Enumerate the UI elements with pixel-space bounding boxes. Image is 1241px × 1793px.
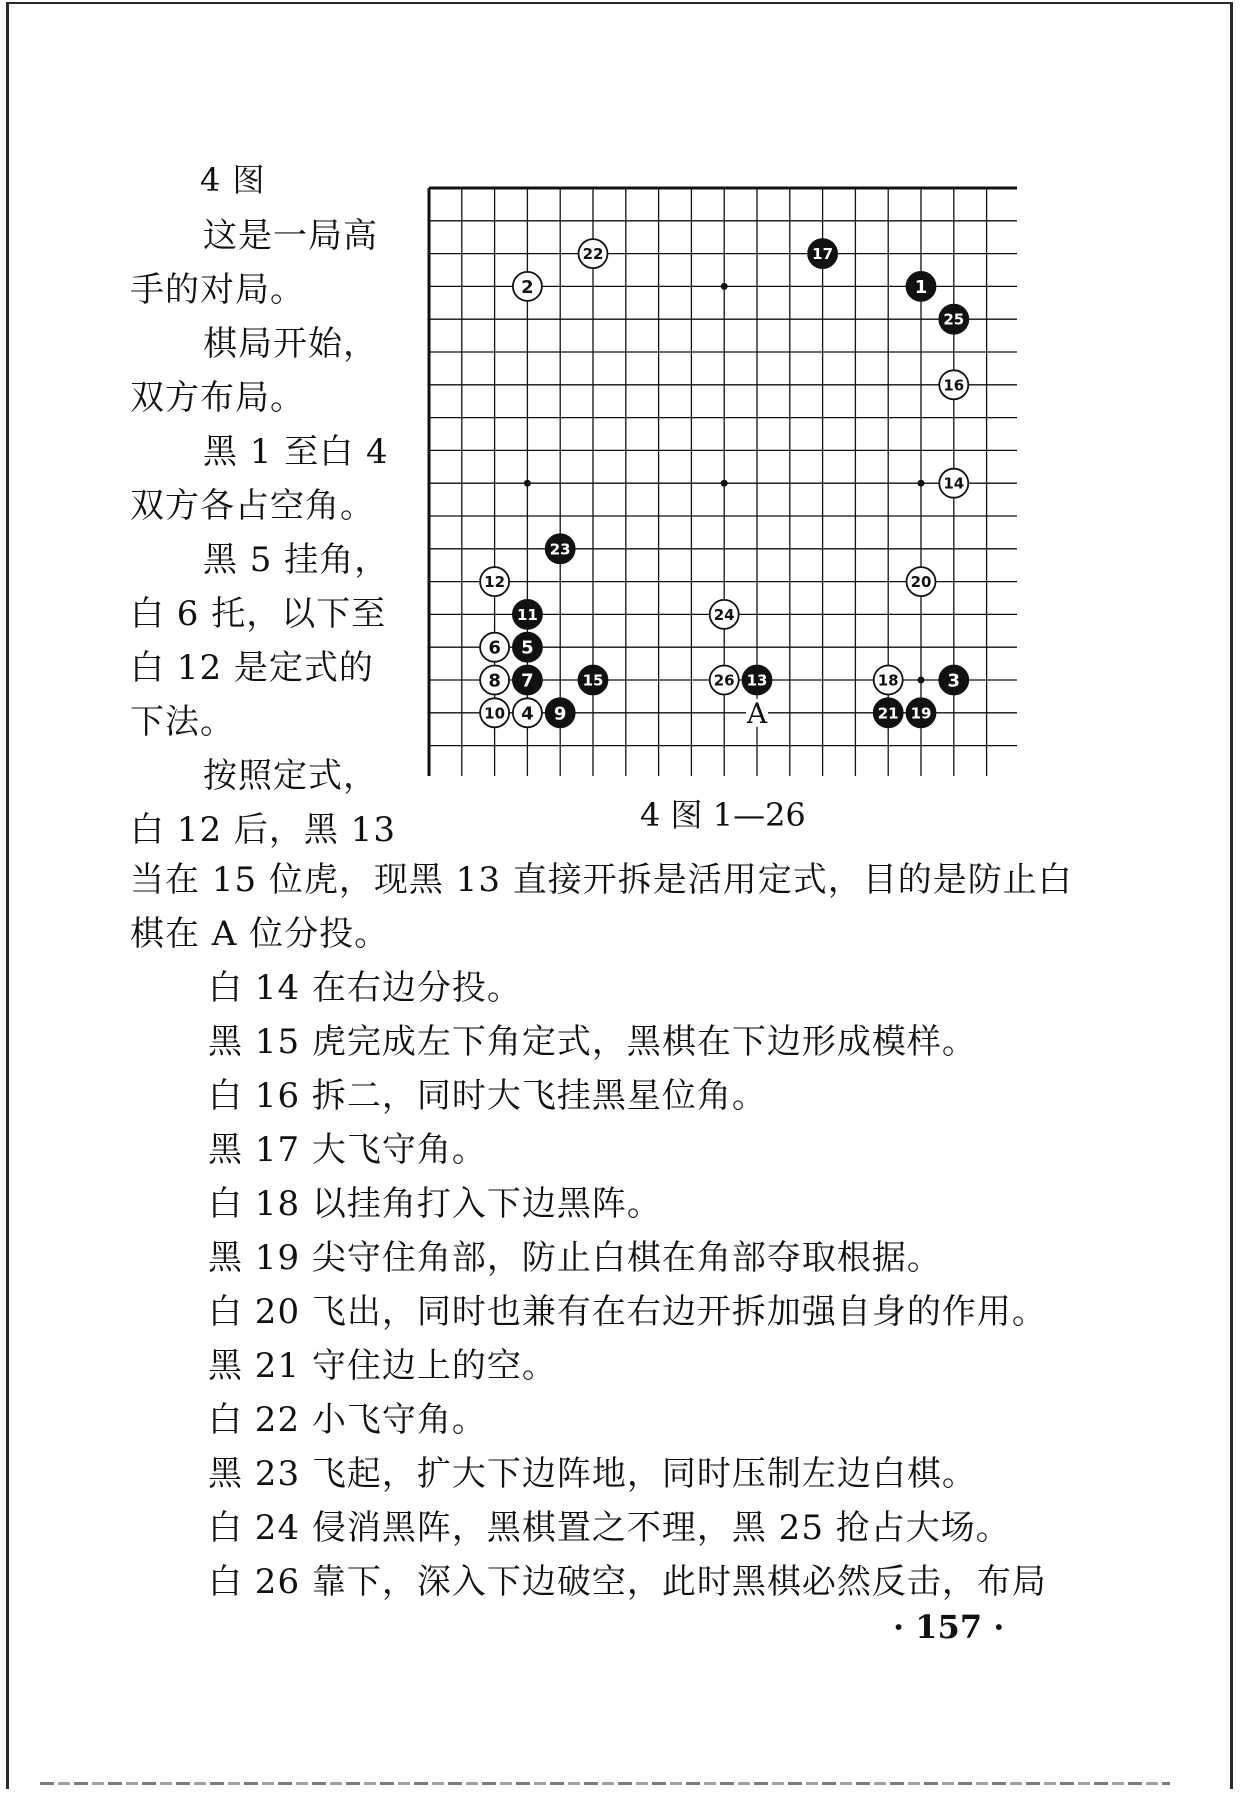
stone-number: 5: [521, 637, 534, 659]
stone-number: 9: [553, 703, 567, 725]
stone-number: 20: [910, 573, 932, 592]
stone-number: 7: [521, 670, 534, 692]
stone-number: 14: [943, 474, 965, 493]
stone-number: 3: [947, 670, 961, 692]
star-point: [918, 677, 925, 684]
body-line-13: 白 24 侵消黑阵，黑棋置之不理，黑 25 抢占大场。: [208, 1508, 1011, 1548]
body-line-9: 白 20 飞出，同时也兼有在右边开拆加强自身的作用。: [208, 1292, 1047, 1332]
side-line-8: 白 6 托，以下至: [130, 594, 387, 634]
go-board-diagram: [421, 180, 1017, 776]
scan-artifact-line: [40, 1782, 1170, 1785]
page-number: · 157 ·: [893, 1608, 1005, 1646]
stone-black-25: [939, 305, 968, 334]
point-a-label: A: [746, 696, 768, 730]
stone-number: 21: [877, 704, 899, 723]
stone-number: 10: [484, 704, 506, 723]
stone-white-8: [480, 666, 509, 695]
stone-number: 22: [582, 245, 604, 264]
side-line-12: 白 12 后，黑 13: [130, 810, 396, 850]
body-line-6: 黑 17 大飞守角。: [208, 1130, 487, 1170]
stone-white-20: [907, 567, 936, 596]
stone-number: 2: [521, 276, 534, 298]
body-line-1: 当在 15 位虎，现黑 13 直接开拆是活用定式，目的是防止白: [130, 860, 1073, 900]
figure-title: 4 图: [200, 161, 266, 199]
stone-number: 18: [877, 671, 899, 690]
stone-white-10: [480, 698, 509, 727]
stone-number: 26: [713, 671, 735, 690]
board-marks: [746, 697, 768, 730]
side-line-5: 黑 1 至白 4: [203, 432, 389, 472]
stone-number: 6: [488, 637, 501, 659]
stone-number: 17: [812, 245, 834, 264]
stone-number: 8: [488, 670, 501, 692]
stone-number: 25: [943, 310, 965, 329]
stone-black-1: [907, 272, 936, 301]
stone-white-4: [513, 698, 542, 727]
stone-white-26: [710, 666, 739, 695]
stone-number: 1: [914, 276, 928, 298]
body-line-11: 白 22 小飞守角。: [208, 1400, 487, 1440]
star-point: [918, 480, 925, 487]
body-line-5: 白 16 拆二，同时大飞挂黑星位角。: [208, 1076, 767, 1116]
stone-white-2: [513, 272, 542, 301]
body-line-8: 黑 19 尖守住角部，防止白棋在角部夺取根据。: [208, 1238, 942, 1278]
stone-white-14: [939, 469, 968, 498]
stone-white-22: [579, 239, 608, 268]
body-line-4: 黑 15 虎完成左下角定式，黑棋在下边形成模样。: [208, 1022, 977, 1062]
stone-black-19: [907, 698, 936, 727]
stone-number: 15: [582, 671, 604, 690]
stone-number: 23: [549, 540, 571, 559]
stone-white-18: [874, 666, 903, 695]
side-line-4: 双方布局。: [130, 378, 305, 418]
stone-white-12: [480, 567, 509, 596]
body-line-10: 黑 21 守住边上的空。: [208, 1346, 557, 1386]
stone-number: 4: [521, 703, 534, 725]
stone-black-11: [513, 600, 542, 629]
stone-black-15: [579, 666, 608, 695]
body-line-14: 白 26 靠下，深入下边破空，此时黑棋必然反击，布局: [208, 1562, 1047, 1602]
star-point: [721, 480, 728, 487]
stone-black-7: [513, 666, 542, 695]
stone-black-17: [808, 239, 837, 268]
stone-number: 19: [910, 704, 932, 723]
stone-black-21: [874, 698, 903, 727]
stone-number: 24: [713, 605, 735, 624]
stone-black-13: [743, 666, 772, 695]
side-line-11: 按照定式，: [203, 756, 378, 796]
stone-white-24: [710, 600, 739, 629]
stone-number: 13: [746, 671, 768, 690]
body-line-12: 黑 23 飞起，扩大下边阵地，同时压制左边白棋。: [208, 1454, 977, 1494]
stone-black-9: [546, 698, 575, 727]
stone-white-16: [939, 370, 968, 399]
stone-black-3: [939, 666, 968, 695]
side-line-10: 下法。: [130, 702, 235, 742]
side-line-6: 双方各占空角。: [130, 486, 375, 526]
stone-number: 16: [943, 376, 965, 395]
body-line-3: 白 14 在右边分投。: [208, 968, 522, 1008]
star-point: [721, 283, 728, 290]
side-line-9: 白 12 是定式的: [130, 648, 374, 688]
side-line-2: 手的对局。: [130, 270, 305, 310]
side-line-3: 棋局开始，: [203, 324, 378, 364]
side-line-1: 这是一局高: [203, 216, 378, 256]
stone-black-5: [513, 633, 542, 662]
figure-caption: 4 图 1—26: [640, 796, 806, 834]
body-line-2: 棋在 A 位分投。: [130, 914, 390, 954]
star-point: [524, 480, 531, 487]
stone-white-6: [480, 633, 509, 662]
body-line-7: 白 18 以挂角打入下边黑阵。: [208, 1184, 662, 1224]
stone-black-23: [546, 534, 575, 563]
stone-number: 12: [484, 573, 506, 592]
side-line-7: 黑 5 挂角，: [203, 540, 390, 580]
stone-number: 11: [516, 605, 538, 624]
